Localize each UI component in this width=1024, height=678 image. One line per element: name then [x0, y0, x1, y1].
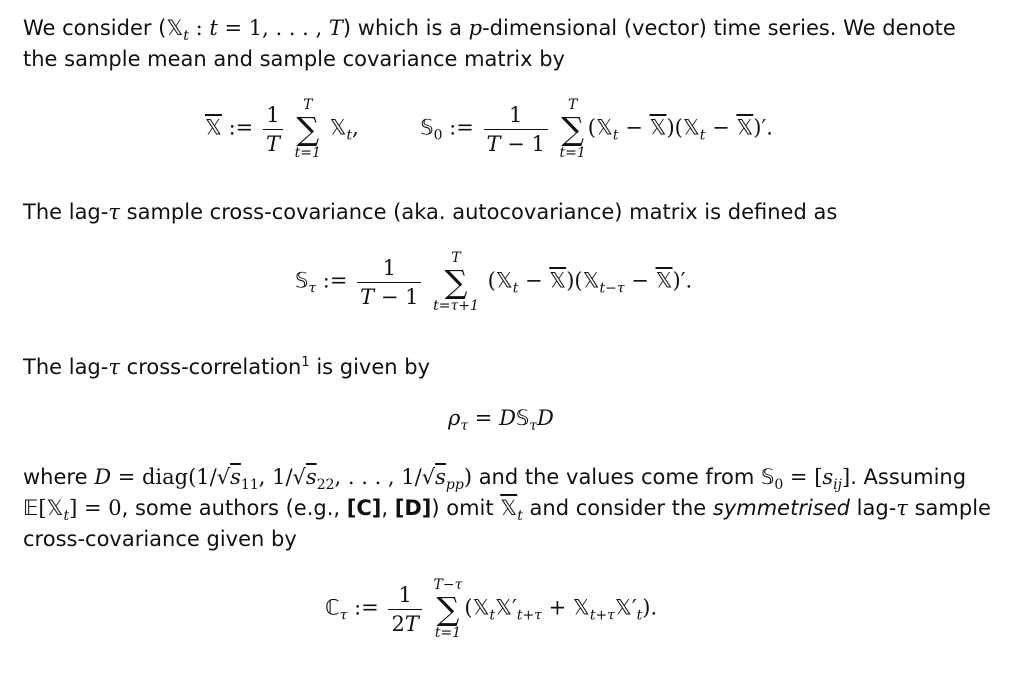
paragraph-lag-covariance: The lag-τ sample cross-covariance (aka. autocovariance) matrix is defined as	[23, 200, 838, 224]
equation-lag-covariance: 𝕊$_\tau$ := $\frac{1}{T - 1}$ T ∑ t=τ+1 (𝕏$_t$ − 𝕏)(𝕏$_{t-\tau}$ − 𝕏)′.	[295, 250, 693, 314]
equation-rho: $\rho_\tau$ = D𝕊$_\tau$D	[448, 406, 554, 435]
footnote-marker[interactable]: 1	[301, 355, 310, 370]
equation-mean-covariance: 𝕏 := $\frac{1}{T}$ T ∑ t=1 𝕏$_t$, 𝕊$_0$ := $\frac{1}{T - 1}$ T ∑ t=1 (𝕏$_t$ − 𝕏)(𝕏$_t$ − 𝕏)′.	[205, 97, 773, 161]
paragraph-intro-line1	[23, 13, 1002, 44]
paragraph-where-line1: where $D = diag(1/√s_{11}$, $1/√s_{22}$, . . . , $1/√s_{pp}$) and the values come from 𝕊$_0$ = $[s_{ij}]$. Assuming	[23, 465, 967, 494]
equation-symmetrised: ℂ$_\tau$ := $\frac{1}{2T}$ T−τ ∑ t=1 ($𝕏_t𝕏'_{t+\tau}$ + $𝕏_{t+\tau}𝕏'_t$).	[325, 577, 658, 641]
paragraph-intro-line2	[23, 44, 1002, 75]
text-sample-mean: the sample mean and sample covariance matrix by	[23, 47, 565, 71]
paragraph-cross-correlation: The lag-τ cross-correlation$^1$ is given by	[23, 355, 431, 379]
citation-c-link[interactable]: [C]	[346, 496, 382, 520]
text-we-consider: We consider (𝕏$_t$ : t = 1, . . . , T) which is a p-dimensional (vector) time series. We denote	[23, 16, 956, 45]
paragraph-where-line2: 𝔼[𝕏$_t$] = 0, some authors (e.g., [C], [D]) omit 𝕏$_t$ and consider the symmetrised lag-τ sample	[23, 496, 991, 525]
paragraph-where-line3: cross-covariance given by	[23, 527, 297, 551]
citation-d-link[interactable]: [D]	[394, 496, 432, 520]
